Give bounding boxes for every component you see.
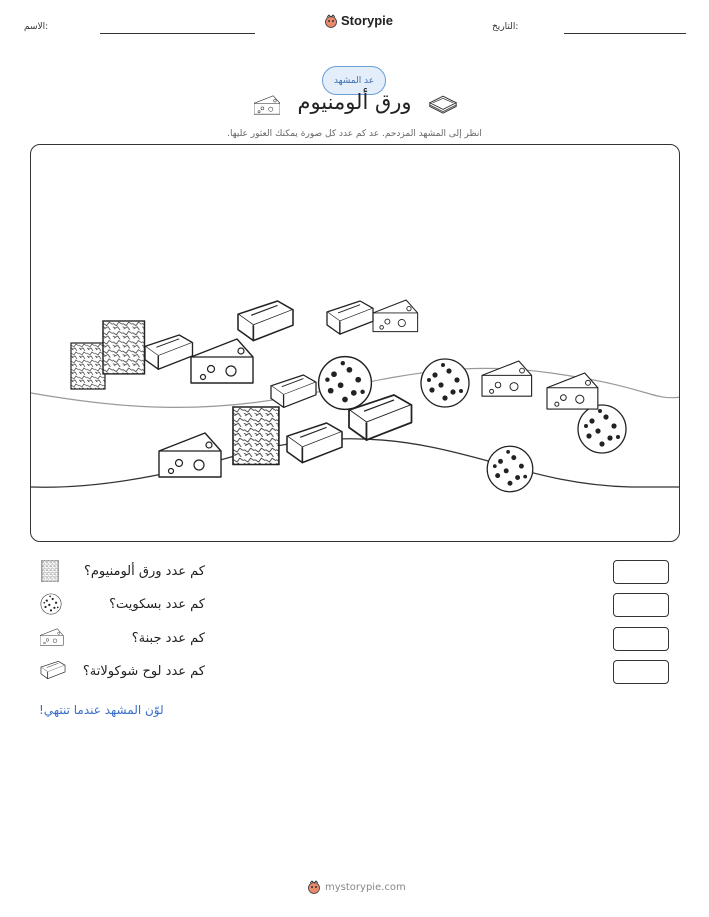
chocolate-bar-item: [145, 335, 193, 369]
storypie-mascot-icon: [324, 14, 338, 28]
name-field[interactable]: [100, 33, 255, 34]
chocolate-bar-icon: [40, 660, 66, 680]
name-label: الاسم:: [24, 22, 49, 32]
storypie-mascot-icon: [307, 880, 321, 894]
question-text: كم عدد بسكويت؟: [109, 597, 205, 612]
answer-box[interactable]: [613, 560, 669, 584]
foil-item: [71, 343, 105, 389]
finish-note: لوّن المشهد عندما تنتهي!: [39, 703, 164, 717]
chocolate-bar-item: [327, 301, 373, 334]
cookie-item: [578, 405, 626, 453]
chocolate-bar-item: [238, 301, 293, 341]
front-wave-line: [31, 439, 680, 488]
date-field[interactable]: [564, 33, 686, 34]
cheese-item: [547, 373, 598, 409]
question-row: [0, 560, 709, 586]
cookie-item: [421, 359, 469, 407]
foil-item: [233, 407, 279, 465]
question-text: كم عدد لوح شوكولاتة؟: [82, 664, 205, 679]
question-row: [0, 593, 709, 619]
brand-name: Storypie: [341, 13, 394, 28]
footer-site: mystorypie.com: [325, 881, 406, 893]
date-label: التاريخ:: [492, 22, 519, 32]
aluminum-foil-icon: [40, 560, 60, 582]
footer: [307, 880, 406, 894]
cookie-item: [319, 357, 372, 410]
cookie-item: [487, 446, 533, 492]
scene-drawing: [31, 145, 680, 542]
question-text: كم عدد جبنة؟: [131, 631, 205, 646]
answer-box[interactable]: [613, 627, 669, 651]
answer-box[interactable]: [613, 593, 669, 617]
brand-logo: [324, 13, 393, 28]
cheese-icon: [40, 627, 64, 647]
activity-tag: عد المشهد: [322, 66, 386, 95]
cheese-item: [191, 339, 253, 383]
question-text: كم عدد ورق ألومنيوم؟: [83, 564, 205, 579]
question-row: [0, 660, 709, 686]
cookie-icon: [40, 593, 62, 615]
foil-item: [103, 321, 144, 374]
instructions: انظر إلى المشهد المزدحم. عد كم عدد كل صورة يمكنك العثور عليها.: [227, 129, 482, 139]
cheese-item: [159, 433, 221, 477]
counting-scene[interactable]: [30, 144, 680, 542]
page-title: ورق ألومنيوم: [297, 90, 412, 114]
chocolate-bar-item: [287, 423, 342, 463]
chocolate-bar-item: [271, 375, 316, 407]
cheese-item: [373, 300, 418, 332]
cheese-item: [482, 361, 532, 396]
sandwich-icon: [428, 94, 458, 116]
question-row: [0, 627, 709, 653]
answer-box[interactable]: [613, 660, 669, 684]
